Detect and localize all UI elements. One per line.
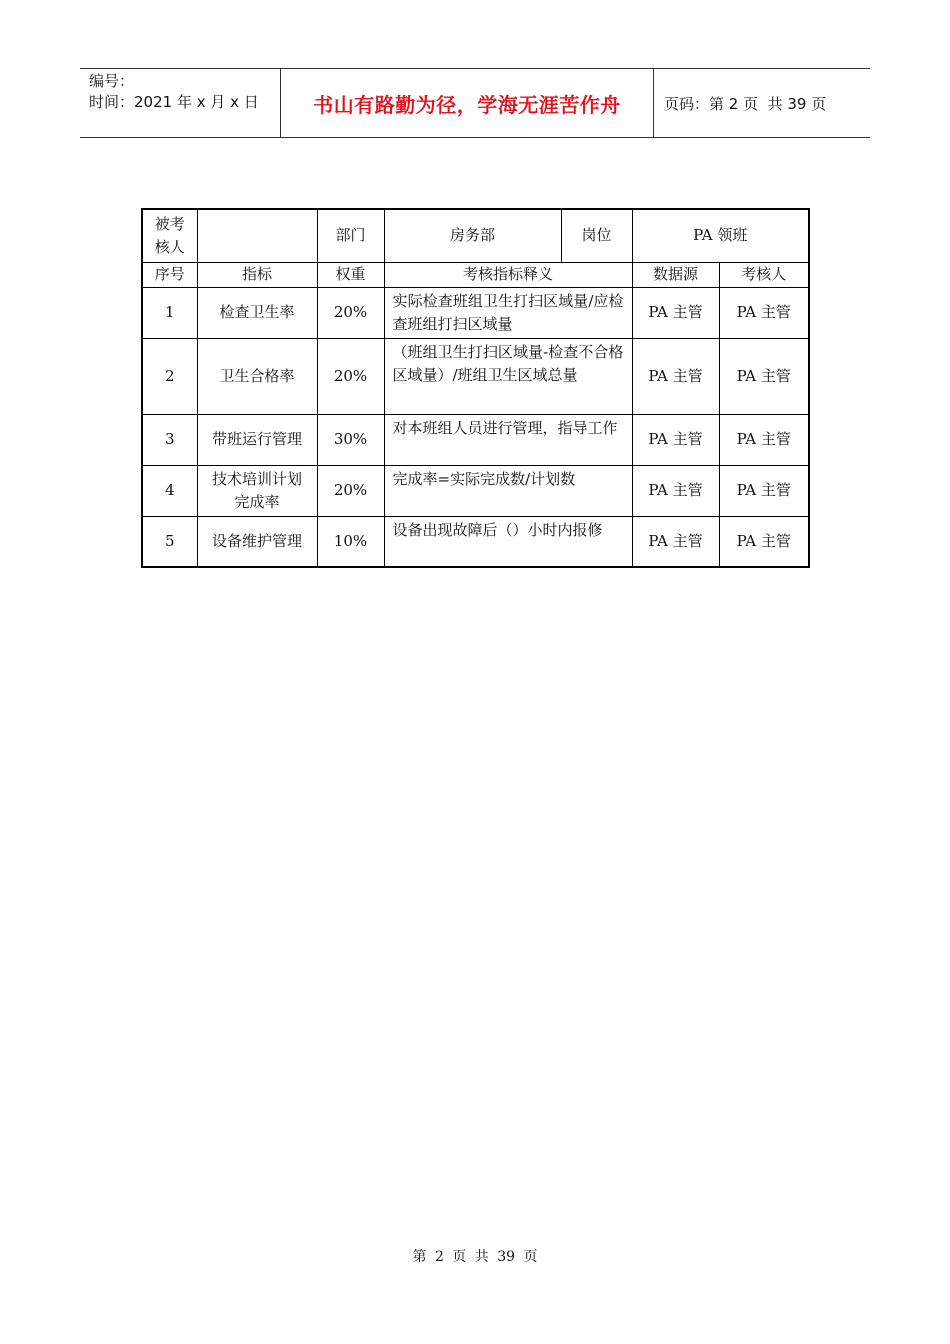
row-explanation: 完成率=实际完成数/计划数 xyxy=(384,465,632,516)
row-explanation: 设备出现故障后（）小时内报修 xyxy=(384,516,632,567)
row-weight: 20% xyxy=(317,465,384,516)
row-number: 4 xyxy=(142,465,197,516)
row-assessor: PA 主管 xyxy=(719,465,809,516)
column-header-no: 序号 xyxy=(142,262,197,287)
row-indicator: 检查卫生率 xyxy=(197,287,317,338)
row-weight: 20% xyxy=(317,338,384,414)
row-source: PA 主管 xyxy=(632,414,719,465)
header-page-info: 页码：第 2 页 共 39 页 xyxy=(664,94,827,113)
row-source: PA 主管 xyxy=(632,516,719,567)
document-number-label: 编号： xyxy=(89,72,135,90)
table-row xyxy=(142,516,809,567)
table-row xyxy=(142,338,809,414)
column-header-indicator: 指标 xyxy=(197,262,317,287)
row-indicator: 设备维护管理 xyxy=(197,516,317,567)
row-weight: 30% xyxy=(317,414,384,465)
header-motto: 书山有路勤为径，学海无涯苦作舟 xyxy=(313,92,621,117)
column-header-assessor: 考核人 xyxy=(719,262,809,287)
table-row xyxy=(142,287,809,338)
row-number: 2 xyxy=(142,338,197,414)
row-assessor: PA 主管 xyxy=(719,516,809,567)
column-header-source: 数据源 xyxy=(632,262,719,287)
row-source: PA 主管 xyxy=(632,287,719,338)
evaluee-value xyxy=(197,209,317,262)
header-motto-cell xyxy=(281,69,654,137)
column-header-weight: 权重 xyxy=(317,262,384,287)
row-assessor: PA 主管 xyxy=(719,338,809,414)
row-source: PA 主管 xyxy=(632,465,719,516)
row-weight: 20% xyxy=(317,287,384,338)
row-weight: 10% xyxy=(317,516,384,567)
row-explanation: 实际检查班组卫生打扫区域量/应检查班组打扫区域量 xyxy=(384,287,632,338)
kpi-assessment-table xyxy=(141,208,810,568)
row-source: PA 主管 xyxy=(632,338,719,414)
table-header-row xyxy=(142,262,809,287)
row-indicator: 技术培训计划完成率 xyxy=(197,465,317,516)
page-header xyxy=(80,68,870,138)
row-assessor: PA 主管 xyxy=(719,287,809,338)
row-assessor: PA 主管 xyxy=(719,414,809,465)
row-explanation: （班组卫生打扫区域量-检查不合格区域量）/班组卫生区域总量 xyxy=(384,338,632,414)
table-row xyxy=(142,465,809,516)
department-value: 房务部 xyxy=(384,209,561,262)
column-header-explanation: 考核指标释义 xyxy=(384,262,632,287)
document-date: 时间：2021 年 x 月 x 日 xyxy=(89,93,259,111)
row-indicator: 带班运行管理 xyxy=(197,414,317,465)
row-number: 3 xyxy=(142,414,197,465)
table-row xyxy=(142,414,809,465)
evaluee-label: 被考 核人 xyxy=(142,209,197,262)
post-value: PA 领班 xyxy=(632,209,809,262)
evaluee-row xyxy=(142,209,809,262)
department-label: 部门 xyxy=(317,209,384,262)
post-label: 岗位 xyxy=(561,209,632,262)
page-footer: 第 2 页 共 39 页 xyxy=(412,1249,538,1265)
row-explanation: 对本班组人员进行管理，指导工作 xyxy=(384,414,632,465)
row-number: 1 xyxy=(142,287,197,338)
row-indicator: 卫生合格率 xyxy=(197,338,317,414)
header-meta xyxy=(80,69,281,137)
row-number: 5 xyxy=(142,516,197,567)
